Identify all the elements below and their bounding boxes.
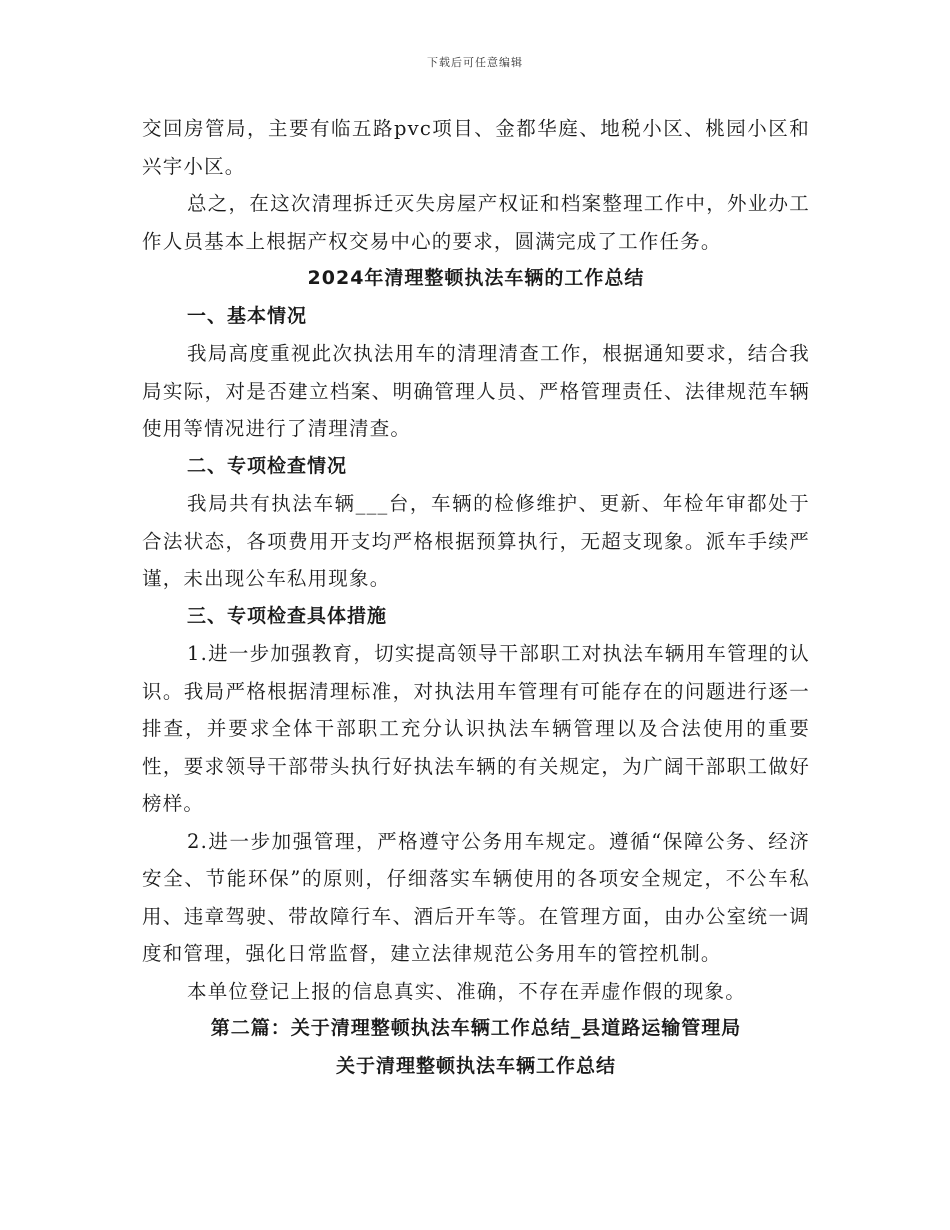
paragraph: 交回房管局，主要有临五路pvc项目、金都华庭、地税小区、桃园小区和兴宇小区。	[142, 117, 810, 178]
document-body	[142, 110, 810, 1085]
document-title: 2024年清理整顿执法车辆的工作总结	[307, 267, 645, 289]
paragraph: 2.进一步加强管理，严格遵守公务用车规定。遵循“保障公务、经济安全、节能环保”的原则，仔细落实车辆使用的各项安全规定，不公车私用、违章驾驶、带故障行车、酒后开车等。在管理方面，由办公室统一调度和管理，强化日常监督，建立法律规范公务用车的管控机制。	[142, 829, 810, 965]
section-heading-measures: 三、专项检查具体措施	[187, 604, 388, 627]
chapter-subtitle: 关于清理整顿执法车辆工作总结	[335, 1054, 616, 1077]
section-heading-basic: 一、基本情况	[187, 304, 308, 327]
paragraph: 1.进一步加强教育，切实提高领导干部职工对执法车辆用车管理的认识。我局严格根据清理标准，对执法用车管理有可能存在的问题进行逐一排查，并要求全体干部职工充分认识执法车辆管理以及合法使用的重要性，要求领导干部带头执行好执法车辆的有关规定，为广阔干部职工做好榜样。	[142, 642, 810, 815]
section-heading-inspection: 二、专项检查情况	[187, 454, 348, 477]
chapter-title: 第二篇：关于清理整顿执法车辆工作总结_县道路运输管理局	[210, 1017, 742, 1039]
paragraph: 总之，在这次清理拆迁灭失房屋产权证和档案整理工作中，外业办工作人员基本上根据产权交易中心的要求，圆满完成了工作任务。	[142, 192, 810, 253]
paragraph: 我局共有执法车辆___台，车辆的检修维护、更新、年检年审都处于合法状态，各项费用开支均严格根据预算执行，无超支现象。派车手续严谨，未出现公车私用现象。	[142, 492, 810, 590]
page-header-note: 下载后可任意编辑	[427, 56, 523, 69]
paragraph: 本单位登记上报的信息真实、准确，不存在弄虚作假的现象。	[187, 979, 746, 1003]
paragraph: 我局高度重视此次执法用车的清理清查工作，根据通知要求，结合我局实际，对是否建立档案、明确管理人员、严格管理责任、法律规范车辆使用等情况进行了清理清查。	[142, 342, 810, 440]
